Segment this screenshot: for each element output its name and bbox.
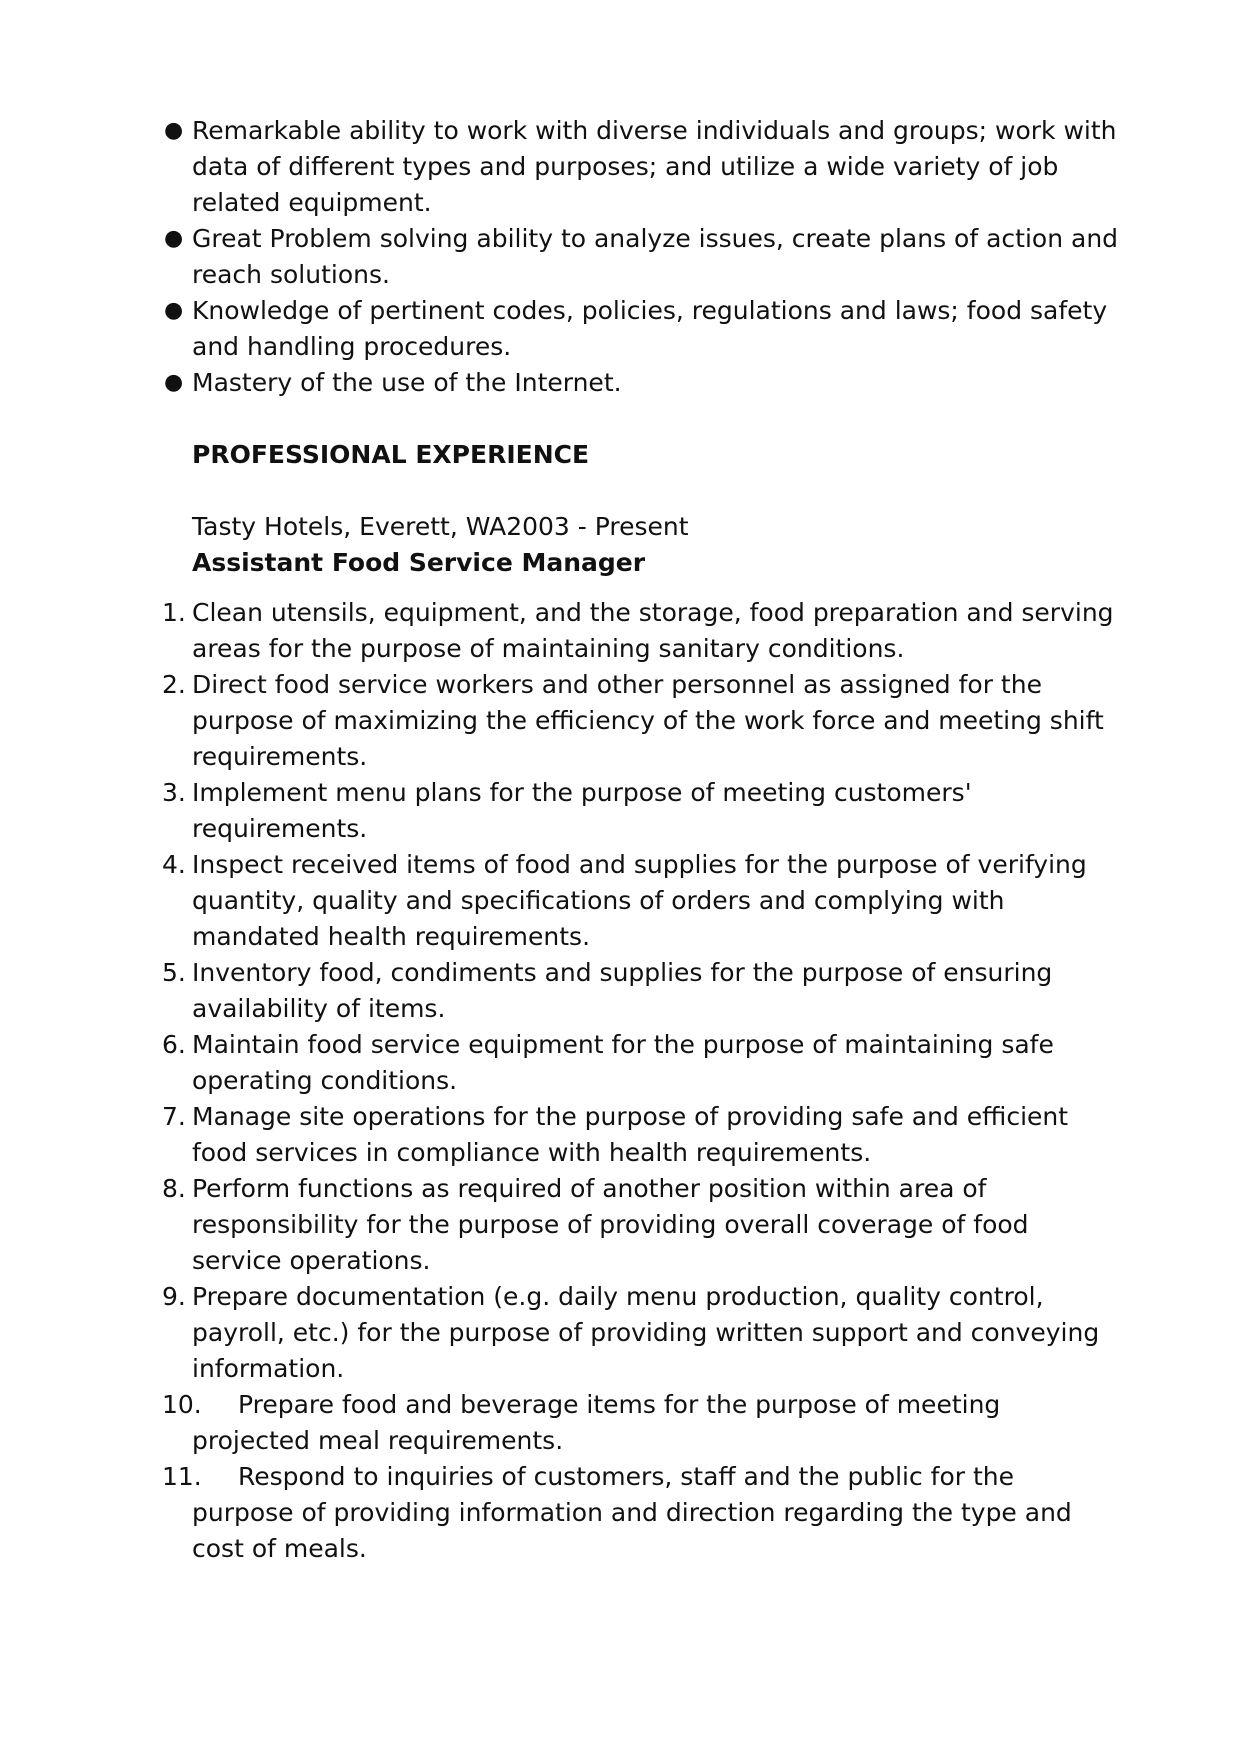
skill-text: Mastery of the use of the Internet. xyxy=(192,368,622,397)
list-item xyxy=(160,595,1120,667)
list-item xyxy=(160,1027,1120,1099)
list-item xyxy=(160,1099,1120,1171)
item-number: 9. xyxy=(162,1282,186,1311)
bullet-icon: ● xyxy=(164,370,184,395)
list-item xyxy=(160,667,1120,775)
list-item xyxy=(160,1459,1120,1567)
duty-text: Manage site operations for the purpose of providing safe and efficient food services in compliance with health requirements. xyxy=(192,1102,1069,1167)
list-item xyxy=(160,221,1120,293)
list-item xyxy=(160,775,1120,847)
item-number: 2. xyxy=(162,670,186,699)
duty-text: Implement menu plans for the purpose of meeting customers' requirements. xyxy=(192,778,972,843)
item-number: 5. xyxy=(162,958,186,987)
bullet-icon: ● xyxy=(164,118,184,143)
duties-list xyxy=(160,595,1120,1567)
job-title: Assistant Food Service Manager xyxy=(192,548,646,577)
item-number: 3. xyxy=(162,778,186,807)
item-number: 11. xyxy=(162,1462,202,1491)
list-item xyxy=(160,955,1120,1027)
list-item xyxy=(160,847,1120,955)
bullet-icon: ● xyxy=(164,226,184,251)
list-item xyxy=(160,1387,1120,1459)
bullet-icon: ● xyxy=(164,298,184,323)
employer-line: Tasty Hotels, Everett, WA2003 - Present xyxy=(192,512,689,541)
item-number: 10. xyxy=(162,1390,202,1419)
item-number: 6. xyxy=(162,1030,186,1059)
duty-text: Prepare food and beverage items for the purpose of meeting projected meal requirements. xyxy=(192,1390,1001,1455)
list-item xyxy=(160,293,1120,365)
list-item xyxy=(160,113,1120,221)
duty-text: Direct food service workers and other personnel as assigned for the purpose of maximizing the efficiency of the work force and meeting shift requirements. xyxy=(192,670,1104,771)
item-number: 4. xyxy=(162,850,186,879)
duty-text: Maintain food service equipment for the purpose of maintaining safe operating conditions. xyxy=(192,1030,1054,1095)
list-item xyxy=(160,1279,1120,1387)
duty-text: Clean utensils, equipment, and the storage, food preparation and serving areas for the purpose of maintaining sanitary conditions. xyxy=(192,598,1114,663)
list-item xyxy=(160,365,1120,401)
duty-text: Inspect received items of food and supplies for the purpose of verifying quantity, quality and specifications of orders and complying with mandated health requirements. xyxy=(192,850,1087,951)
duty-text: Inventory food, condiments and supplies for the purpose of ensuring availability of items. xyxy=(192,958,1053,1023)
skill-text: Great Problem solving ability to analyze issues, create plans of action and reach solutions. xyxy=(192,224,1119,289)
item-number: 1. xyxy=(162,598,186,627)
duty-text: Prepare documentation (e.g. daily menu production, quality control, payroll, etc.) for the purpose of providing written support and conveying information. xyxy=(192,1282,1100,1383)
duty-text: Perform functions as required of another position within area of responsibility for the purpose of providing overall coverage of food service operations. xyxy=(192,1174,1029,1275)
skill-text: Knowledge of pertinent codes, policies, regulations and laws; food safety and handling procedures. xyxy=(192,296,1108,361)
duty-text: Respond to inquiries of customers, staff and the public for the purpose of providing information and direction regarding the type and cost of meals. xyxy=(192,1462,1072,1563)
item-number: 7. xyxy=(162,1102,186,1131)
item-number: 8. xyxy=(162,1174,186,1203)
skills-list xyxy=(160,113,1120,401)
skill-text: Remarkable ability to work with diverse individuals and groups; work with data of different types and purposes; and utilize a wide variety of job related equipment. xyxy=(192,116,1117,217)
list-item xyxy=(160,1171,1120,1279)
section-title: PROFESSIONAL EXPERIENCE xyxy=(192,440,590,469)
document-content xyxy=(160,113,1120,1567)
